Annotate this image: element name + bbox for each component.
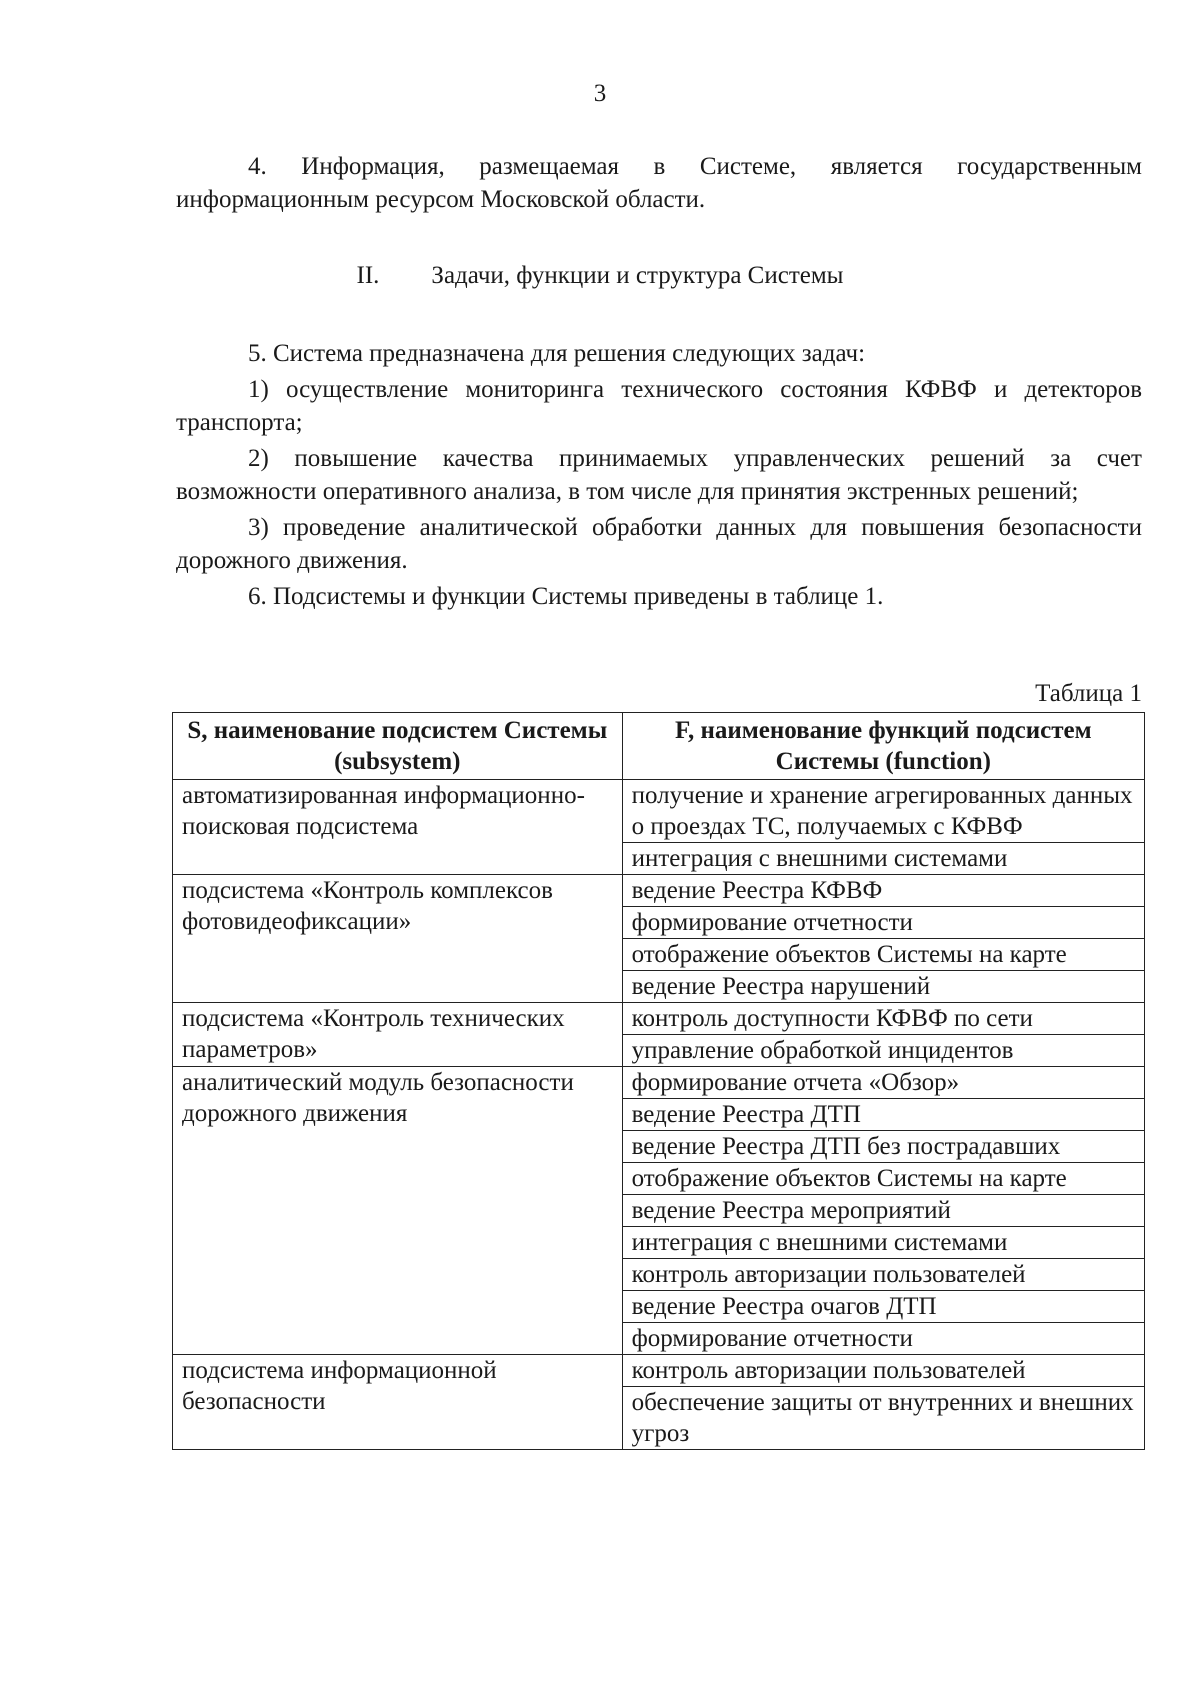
subsystem-cell: подсистема информационной безопасности	[173, 1355, 623, 1450]
function-cell: контроль доступности КФВФ по сети	[622, 1003, 1144, 1035]
function-cell: обеспечение защиты от внутренних и внешних угроз	[622, 1387, 1144, 1450]
function-cell: ведение Реестра мероприятий	[622, 1195, 1144, 1227]
function-cell: ведение Реестра ДТП	[622, 1099, 1144, 1131]
table-caption: Таблица 1	[1035, 680, 1142, 707]
paragraph-4-text: 4. Информация, размещаемая в Системе, является государственным информационным ресурсом Московской области.	[176, 153, 1142, 213]
function-cell: ведение Реестра КФВФ	[622, 875, 1144, 907]
table-row	[173, 780, 1145, 843]
task-item-2: 2) повышение качества принимаемых управленческих решений за счет возможности оперативного анализа, в том числе для принятия экстренных решений;	[176, 445, 1142, 505]
subsystem-cell: аналитический модуль безопасности дорожного движения	[173, 1067, 623, 1355]
task-item-1: 1) осуществление мониторинга технического состояния КФВФ и детекторов транспорта;	[176, 376, 1142, 436]
function-cell: ведение Реестра ДТП без пострадавших	[622, 1131, 1144, 1163]
function-cell: контроль авторизации пользователей	[622, 1355, 1144, 1387]
page-number: 3	[593, 80, 607, 107]
function-cell: получение и хранение агрегированных данных о проездах ТС, получаемых с КФВФ	[622, 780, 1144, 843]
paragraph-4	[176, 150, 1142, 216]
function-cell: управление обработкой инцидентов	[622, 1035, 1144, 1067]
section-roman: II.	[356, 262, 380, 289]
table-row	[173, 875, 1145, 907]
function-cell: формирование отчета «Обзор»	[622, 1067, 1144, 1099]
section-title: Задачи, функции и структура Системы	[431, 262, 844, 289]
function-cell: формирование отчетности	[622, 907, 1144, 939]
paragraph-6: 6. Подсистемы и функции Системы приведены в таблице 1.	[248, 583, 884, 610]
table-row	[173, 1003, 1145, 1035]
function-cell: интеграция с внешними системами	[622, 843, 1144, 875]
subsystem-cell: подсистема «Контроль технических параметров»	[173, 1003, 623, 1067]
section-heading	[0, 262, 1200, 290]
table-body	[173, 780, 1145, 1450]
function-cell: ведение Реестра очагов ДТП	[622, 1291, 1144, 1323]
function-cell: ведение Реестра нарушений	[622, 971, 1144, 1003]
subsystem-cell: подсистема «Контроль комплексов фотовидеофиксации»	[173, 875, 623, 1003]
subsystem-cell: автоматизированная информационно-поисковая подсистема	[173, 780, 623, 875]
function-cell: контроль авторизации пользователей	[622, 1259, 1144, 1291]
function-cell: формирование отчетности	[622, 1323, 1144, 1355]
table-row	[173, 1355, 1145, 1387]
subsystems-table	[172, 712, 1145, 1450]
task-item-3: 3) проведение аналитической обработки данных для повышения безопасности дорожного движения.	[176, 514, 1142, 574]
header-subsystem: S, наименование подсистем Системы (subsystem)	[173, 713, 623, 780]
table-row	[173, 1067, 1145, 1099]
table-header-row	[173, 713, 1145, 780]
function-cell: отображение объектов Системы на карте	[622, 939, 1144, 971]
tasks-block	[176, 337, 1142, 613]
function-cell: отображение объектов Системы на карте	[622, 1163, 1144, 1195]
function-cell: интеграция с внешними системами	[622, 1227, 1144, 1259]
paragraph-5: 5. Система предназначена для решения следующих задач:	[248, 340, 866, 367]
header-function: F, наименование функций подсистем Системы (function)	[622, 713, 1144, 780]
